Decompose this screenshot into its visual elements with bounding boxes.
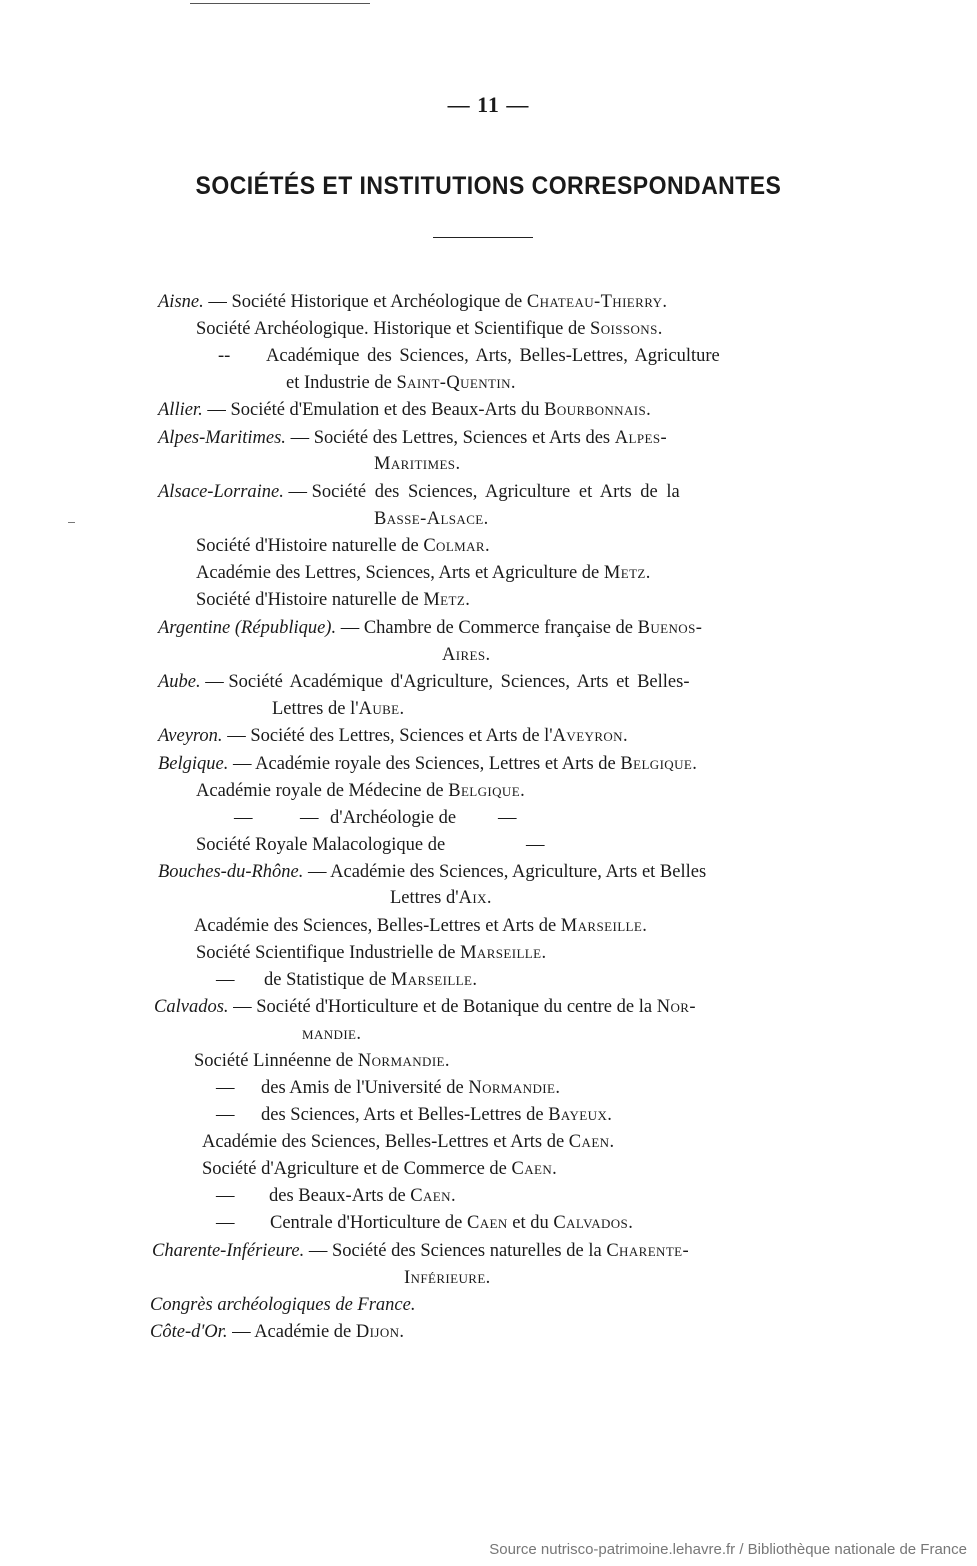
society-text: Société Historique et Archéologique de: [231, 292, 527, 312]
place-name: Metz: [423, 590, 466, 610]
entry-line: [158, 480, 680, 504]
entry-line: [158, 398, 651, 422]
punctuation: .: [628, 1213, 633, 1233]
separator: —: [200, 672, 229, 692]
separator: —: [222, 726, 251, 746]
entry-line: [158, 616, 702, 640]
society-text: des Beaux-Arts de: [269, 1186, 411, 1206]
punctuation: .: [646, 400, 651, 420]
punctuation: .: [465, 590, 470, 610]
punctuation: .: [485, 1268, 491, 1288]
ditto-dash: —: [216, 1105, 235, 1125]
ditto-dash: —: [498, 808, 517, 828]
entry-line: [196, 941, 546, 965]
punctuation: .: [657, 319, 663, 339]
ditto-dash: —: [216, 1186, 235, 1206]
society-text: des Sciences, Arts et Belles-Lettres de: [261, 1105, 549, 1125]
society-text: Chambre de Commerce française de: [363, 618, 638, 638]
society-text: Centrale d'Horticulture de: [270, 1213, 467, 1233]
place-name: Nor-: [656, 997, 696, 1017]
entry-line: [216, 1211, 633, 1235]
source-credit: Source nutrisco-patrimoine.lehavre.fr / Bibliothèque nationale de France: [489, 1541, 967, 1558]
punctuation: .: [485, 645, 491, 665]
ditto-dash: —: [216, 970, 235, 990]
society-text: Société des Sciences naturelles de la: [332, 1241, 607, 1261]
entry-line: [216, 968, 477, 992]
place-name: Marseille: [390, 970, 473, 990]
entry-line: [196, 317, 662, 341]
department-name: Alsace-Lorraine.: [158, 482, 284, 502]
department-name: Aveyron.: [158, 726, 223, 746]
punctuation: .: [472, 970, 477, 990]
place-name: Aix: [458, 888, 487, 908]
entry-line: [216, 1184, 456, 1208]
place-name: Bayeux: [548, 1105, 608, 1125]
place-name: Bourbonnais: [544, 400, 647, 420]
entry-line: [196, 561, 650, 585]
entry-line: [150, 1320, 404, 1344]
place-name: Caen: [467, 1213, 508, 1233]
punctuation: .: [455, 454, 461, 474]
title-divider: [433, 237, 533, 238]
society-text: et Industrie de: [286, 373, 397, 393]
department-name: Aube.: [158, 672, 201, 692]
place-name: Maritimes: [374, 454, 456, 474]
society-text: Lettres de l': [272, 699, 359, 719]
entry-line: [218, 344, 720, 368]
entry-line: [234, 806, 517, 830]
entry-line: [374, 507, 488, 531]
page-number: — 11 —: [447, 92, 530, 117]
ditto-dash: —: [300, 808, 319, 828]
society-text: Société des Sciences, Agriculture et Arts de la: [311, 482, 680, 502]
punctuation: .: [609, 1132, 615, 1152]
ditto-dash: —: [234, 808, 253, 828]
entry-line: [158, 752, 697, 776]
entry-line: [196, 588, 470, 612]
punctuation: .: [520, 781, 525, 801]
society-text: Académie des Sciences, Belles-Lettres et Arts de: [194, 916, 561, 936]
society-text: Société d'Histoire naturelle de: [196, 536, 424, 556]
place-name: Belgique: [448, 781, 521, 801]
congress-title: Congrès archéologiques de France.: [150, 1295, 416, 1315]
place-name: Aube: [358, 699, 400, 719]
society-text: Société Académique d'Agriculture, Sciences, Arts et Belles-: [228, 672, 690, 692]
society-text: de Statistique de: [264, 970, 391, 990]
place-name: Caen: [410, 1186, 451, 1206]
entry-line: [390, 886, 491, 910]
punctuation: .: [642, 916, 647, 936]
place-name: Aires: [442, 645, 486, 665]
department-name: Charente-Inférieure.: [152, 1241, 305, 1261]
entry-line: [196, 833, 545, 857]
entry-line: [404, 1266, 490, 1290]
separator: —: [304, 1241, 332, 1261]
entry-line: [158, 724, 628, 748]
separator: —: [228, 997, 257, 1017]
society-text: Société Archéologique. Historique et Scientifique de: [196, 319, 591, 339]
punctuation: .: [541, 943, 547, 963]
punctuation: .: [622, 726, 628, 746]
entry-line: [158, 290, 667, 314]
ditto-dash: —: [216, 1078, 235, 1098]
place-name: Chateau-Thierry: [526, 292, 663, 312]
entry-line: [196, 534, 490, 558]
place-name: Normandie: [357, 1051, 445, 1071]
entry-line: [374, 452, 460, 476]
separator: —: [202, 400, 231, 420]
separator: —: [228, 754, 256, 774]
society-text: Société d'Horticulture et de Botanique du centre de la: [256, 997, 657, 1017]
department-name: Argentine (République).: [158, 618, 337, 638]
place-name: Normandie: [468, 1078, 556, 1098]
entry-line: [158, 426, 667, 450]
punctuation: .: [399, 1322, 405, 1342]
place-name: Buenos-: [637, 618, 703, 638]
place-name: Marseille: [460, 943, 542, 963]
society-text: Lettres d': [390, 888, 459, 908]
department-name: Allier.: [158, 400, 203, 420]
separator: —: [303, 862, 331, 882]
entry-line: [286, 371, 516, 395]
scan-edge-mark: [68, 522, 75, 523]
entry-line: [154, 995, 696, 1019]
punctuation: .: [552, 1159, 557, 1179]
society-text: Académie des Sciences, Agriculture, Arts et Belles: [330, 862, 707, 882]
separator: —: [227, 1322, 255, 1342]
entry-line: [158, 860, 706, 884]
society-text: des Amis de l'Université de: [261, 1078, 469, 1098]
entry-line: [150, 1293, 415, 1317]
society-text: Académie des Lettres, Sciences, Arts et Agriculture de: [196, 563, 604, 583]
place-name: mandie: [302, 1024, 357, 1044]
place-name: Saint-Quentin: [396, 373, 511, 393]
punctuation: .: [510, 373, 516, 393]
punctuation: .: [485, 536, 490, 556]
society-text: et du: [507, 1213, 554, 1233]
society-text: Académie royale des Sciences, Lettres et Arts de: [255, 754, 621, 774]
place-name: Calvados: [553, 1213, 629, 1233]
place-name: Dijon: [355, 1322, 400, 1342]
punctuation: .: [450, 1186, 456, 1206]
entry-line: [194, 1049, 450, 1073]
entry-line: [202, 1157, 557, 1181]
scan-rule-top: [190, 3, 370, 4]
punctuation: .: [483, 509, 489, 529]
separator: —: [336, 618, 364, 638]
society-text: Société Royale Malacologique de: [196, 835, 446, 855]
entry-line: [158, 670, 689, 694]
department-name: Aisne.: [158, 292, 204, 312]
place-name: Aveyron: [552, 726, 623, 746]
society-text: d'Archéologie de: [330, 808, 457, 828]
punctuation: .: [356, 1024, 362, 1044]
punctuation: .: [486, 888, 492, 908]
ditto-dash: —: [526, 835, 545, 855]
entry-line: [202, 1130, 614, 1154]
place-name: Soissons: [590, 319, 658, 339]
entry-line: [442, 643, 490, 667]
punctuation: .: [399, 699, 405, 719]
place-name: Inférieure: [404, 1268, 486, 1288]
department-name: Côte-d'Or.: [150, 1322, 228, 1342]
punctuation: .: [662, 292, 667, 312]
place-name: Charente-: [606, 1241, 690, 1261]
entry-line: [272, 697, 404, 721]
entry-line: [194, 914, 647, 938]
separator: —: [285, 428, 314, 448]
society-text: Société des Lettres, Sciences et Arts de l': [250, 726, 553, 746]
page-title: SOCIÉTÉS ET INSTITUTIONS CORRESPONDANTES: [195, 172, 782, 200]
separator: —: [203, 292, 232, 312]
punctuation: .: [607, 1105, 612, 1125]
entry-line: [216, 1103, 612, 1127]
place-name: Alpes-: [614, 428, 668, 448]
society-text: Société Linnéenne de: [194, 1051, 358, 1071]
ditto-dash: --: [218, 346, 231, 366]
punctuation: .: [692, 754, 697, 774]
place-name: Basse-Alsace: [374, 509, 484, 529]
society-text: Société Scientifique Industrielle de: [196, 943, 461, 963]
society-text: Société d'Agriculture et de Commerce de: [202, 1159, 512, 1179]
society-text: Société des Lettres, Sciences et Arts des: [313, 428, 615, 448]
punctuation: .: [645, 563, 651, 583]
department-name: Alpes-Maritimes.: [158, 428, 286, 448]
entry-line: [152, 1239, 689, 1263]
society-text: Académie de: [254, 1322, 356, 1342]
ditto-dash: —: [216, 1213, 235, 1233]
entry-line: [196, 779, 525, 803]
place-name: Metz: [603, 563, 646, 583]
society-text: Académique des Sciences, Arts, Belles-Lettres, Agriculture: [266, 346, 720, 366]
place-name: Marseille: [560, 916, 643, 936]
punctuation: .: [444, 1051, 450, 1071]
society-text: Académie royale de Médecine de: [196, 781, 449, 801]
place-name: Caen: [568, 1132, 610, 1152]
punctuation: .: [555, 1078, 560, 1098]
department-name: Bouches-du-Rhône.: [158, 862, 304, 882]
society-text: Société d'Emulation et des Beaux-Arts du: [230, 400, 545, 420]
place-name: Caen: [511, 1159, 553, 1179]
entry-line: [216, 1076, 560, 1100]
separator: —: [283, 482, 312, 502]
society-text: Académie des Sciences, Belles-Lettres et Arts de: [202, 1132, 569, 1152]
department-name: Belgique.: [158, 754, 229, 774]
place-name: Colmar: [423, 536, 485, 556]
society-text: Société d'Histoire naturelle de: [196, 590, 424, 610]
department-name: Calvados.: [154, 997, 229, 1017]
entry-line: [302, 1022, 361, 1046]
place-name: Belgique: [620, 754, 693, 774]
